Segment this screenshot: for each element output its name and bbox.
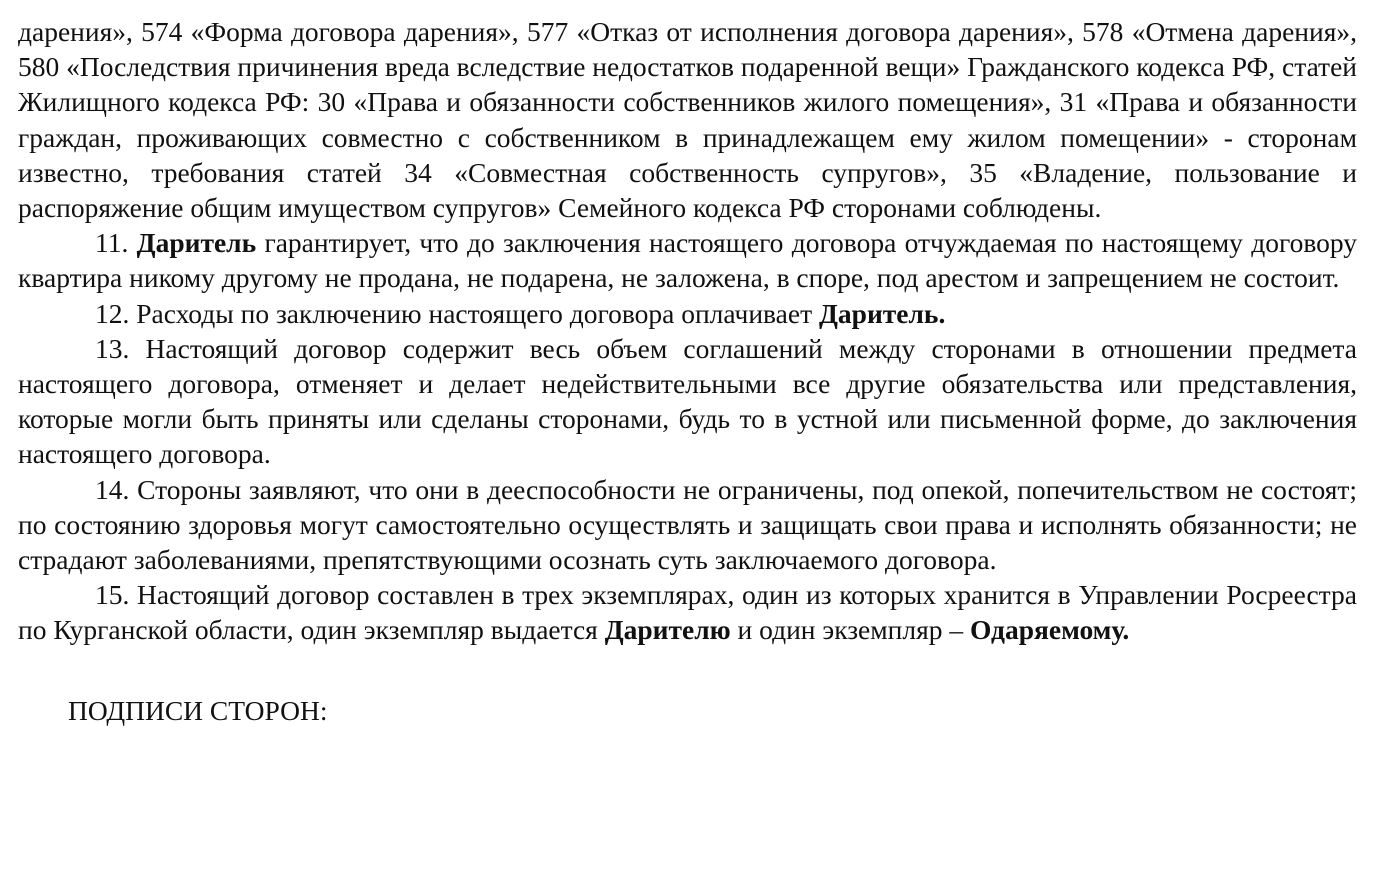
signatures-heading: ПОДПИСИ СТОРОН: bbox=[68, 694, 328, 726]
paragraph-15-text-2: и один экземпляр – bbox=[730, 614, 971, 646]
paragraph-11-number: 11. bbox=[95, 227, 137, 259]
paragraph-11-donor: Даритель bbox=[136, 227, 257, 259]
paragraph-15 bbox=[18, 577, 1357, 647]
paragraph-11-text: гарантирует, что до заключения настоящего договора отчуждаемая по настоящему договору квартира никому другому не продана, не подарена, не заложена, в споре, под арестом и запрещением не состоит. bbox=[18, 227, 1357, 294]
paragraph-13: 13. Настоящий договор содержит весь объем соглашений между сторонами в отношении предмета настоящего договора, отменяет и делает недействительными все другие обязательства или представления, которые могли быть приняты или сделаны сторонами, будь то в устной или письменной форме, до заключения настоящего договора. bbox=[18, 332, 1357, 470]
paragraph-15-text-1: 15. Настоящий договор составлен в трех экземплярах, один из которых хранится в Управлении Росреестра по Курганской области, один экземпляр выдается bbox=[18, 579, 1357, 646]
paragraph-continuation: дарения», 574 «Форма договора дарения», 577 «Отказ от исполнения договора дарения», 578 «Отмена дарения», 580 «Последствия причинения вреда вследствие недостатков подаренной вещи» Гражданского кодекса РФ, статей Жилищного кодекса РФ: 30 «Права и обязанности собственников жилого помещения», 31 «Права и обязанности граждан, проживающих совместно с собственником в принадлежащем ему жилом помещении» - сторонам известно, требования статей 34 «Совместная собственность супругов», 35 «Владение, пользование и распоряжение общим имуществом супругов» Семейного кодекса РФ сторонами соблюдены. bbox=[18, 16, 1357, 224]
paragraph-14: 14. Стороны заявляют, что они в дееспособности не ограничены, под опекой, попечительством не состоят; по состоянию здоровья могут самостоятельно осуществлять и защищать свои права и исполнять обязанности; не страдают заболеваниями, препятствующими осознать суть заключаемого договора. bbox=[18, 473, 1357, 576]
paragraph-12 bbox=[18, 296, 1357, 331]
paragraph-15-recipient: Одаряемому. bbox=[970, 614, 1130, 646]
paragraph-15-donor: Дарителю bbox=[604, 614, 731, 646]
paragraph-12-donor: Даритель. bbox=[818, 297, 946, 329]
paragraph-12-text: 12. Расходы по заключению настоящего договора оплачивает bbox=[95, 297, 819, 329]
paragraph-11 bbox=[18, 225, 1357, 295]
